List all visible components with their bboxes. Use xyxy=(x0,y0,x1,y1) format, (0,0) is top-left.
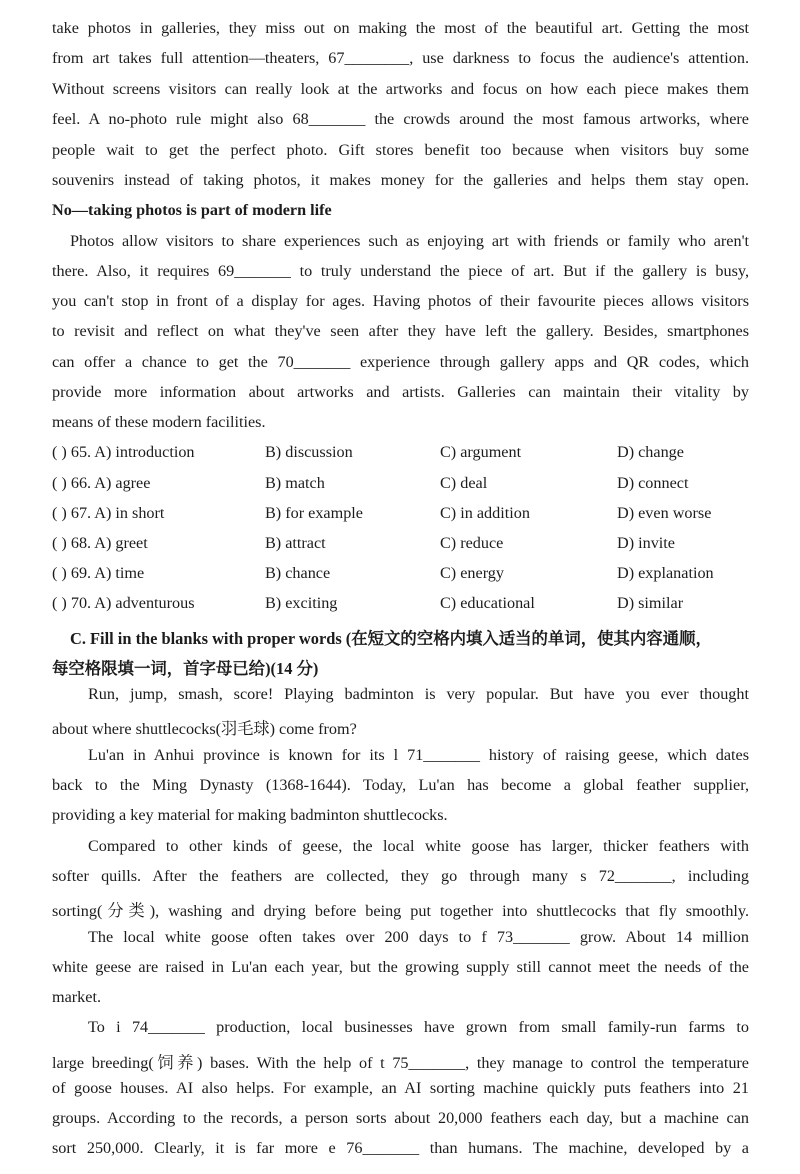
passage-line: you can't stop in front of a display for ages. Having photos of their favourite pieces allows visitors xyxy=(52,292,749,310)
option-a: ( ) 70. A) adventurous xyxy=(52,594,195,612)
option-d: D) even worse xyxy=(617,504,712,522)
passage-line: souvenirs instead of taking photos, it makes money for the galleries and helps them stay open. xyxy=(52,171,749,189)
option-a: ( ) 68. A) greet xyxy=(52,534,148,552)
option-a: ( ) 69. A) time xyxy=(52,564,145,582)
option-d: D) explanation xyxy=(617,564,714,582)
option-a: ( ) 65. A) introduction xyxy=(52,443,195,461)
passage-line: The local white goose often takes over 200 days to f 73_______ grow. About 14 million xyxy=(88,928,749,946)
passage-line: there. Also, it requires 69_______ to truly understand the piece of art. But if the gallery is busy, xyxy=(52,262,749,280)
passage-line: back to the Ming Dynasty (1368-1644). Today, Lu'an has become a global feather supplier, xyxy=(52,776,749,794)
passage-line: Run, jump, smash, score! Playing badminton is very popular. But have you ever thought xyxy=(88,685,749,703)
passage-line: of goose houses. AI also helps. For example, an AI sorting machine quickly puts feathers into 21 xyxy=(52,1079,749,1097)
option-b: B) exciting xyxy=(265,594,338,612)
passage-line: softer quills. After the feathers are collected, they go through many s 72_______, including xyxy=(52,867,749,885)
option-d: D) connect xyxy=(617,474,689,492)
passage-line: sort 250,000. Clearly, it is far more e 76_______ than humans. The machine, developed by a xyxy=(52,1139,749,1157)
option-c: C) educational xyxy=(440,594,535,612)
passage-line: take photos in galleries, they miss out on making the most of the beautiful art. Getting the most xyxy=(52,19,749,37)
passage-line: Lu'an in Anhui province is known for its l 71_______ history of raising geese, which dates xyxy=(88,746,749,764)
option-b: B) match xyxy=(265,474,325,492)
passage-line: market. xyxy=(52,988,101,1006)
option-d: D) change xyxy=(617,443,684,461)
option-d: D) similar xyxy=(617,594,684,612)
passage-line: providing a key material for making badminton shuttlecocks. xyxy=(52,806,448,824)
passage-line: can offer a chance to get the 70_______ experience through gallery apps and QR codes, which xyxy=(52,353,749,371)
option-d: D) invite xyxy=(617,534,675,552)
option-c: C) deal xyxy=(440,474,488,492)
passage-line: provide more information about artworks and artists. Galleries can maintain their vitality by xyxy=(52,383,749,401)
option-c: C) energy xyxy=(440,564,504,582)
option-b: B) chance xyxy=(265,564,331,582)
passage-line: Without screens visitors can really look at the artworks and focus on how each piece makes them xyxy=(52,80,749,98)
section-c-title: C. Fill in the blanks with proper words (在短文的空格内填入适当的单词，使其内容通顺， xyxy=(70,629,712,648)
passage-line: white geese are raised in Lu'an each year, but the growing supply still cannot meet the needs of the xyxy=(52,958,749,976)
option-a: ( ) 67. A) in short xyxy=(52,504,165,522)
passage-line: large breeding(饲养) bases. With the help of t 75_______, they manage to control the temperature xyxy=(52,1054,749,1072)
option-c: C) argument xyxy=(440,443,522,461)
passage-line: from art takes full attention—theaters, 67________, use darkness to focus the audience's attention. xyxy=(52,49,749,67)
option-b: B) attract xyxy=(265,534,326,552)
passage-line: Photos allow visitors to share experiences such as enjoying art with friends or family who aren't xyxy=(70,232,749,250)
option-c: C) reduce xyxy=(440,534,504,552)
passage-line: means of these modern facilities. xyxy=(52,413,266,431)
option-a: ( ) 66. A) agree xyxy=(52,474,151,492)
passage-line: Compared to other kinds of geese, the local white goose has larger, thicker feathers with xyxy=(88,837,749,855)
passage-line: feel. A no-photo rule might also 68_______ the crowds around the most famous artworks, where xyxy=(52,110,749,128)
passage-line: to revisit and reflect on what they've seen after they have left the gallery. Besides, smartphones xyxy=(52,322,749,340)
passage-line: groups. According to the records, a person sorts about 20,000 feathers each day, but a machine can xyxy=(52,1109,749,1127)
section-c-title-cont: 每空格限填一词，首字母已给)(14 分) xyxy=(52,659,319,678)
option-c: C) in addition xyxy=(440,504,530,522)
option-b: B) for example xyxy=(265,504,363,522)
option-b: B) discussion xyxy=(265,443,353,461)
passage-line: about where shuttlecocks(羽毛球) come from? xyxy=(52,720,357,738)
passage-line: people wait to get the perfect photo. Gift stores benefit too because when visitors buy some xyxy=(52,141,749,159)
passage-line: To i 74_______ production, local businesses have grown from small family-run farms to xyxy=(88,1018,749,1036)
passage-line: sorting(分类), washing and drying before being put together into shuttlecocks that fly smoothly. xyxy=(52,902,749,920)
section-heading: No—taking photos is part of modern life xyxy=(52,201,332,219)
